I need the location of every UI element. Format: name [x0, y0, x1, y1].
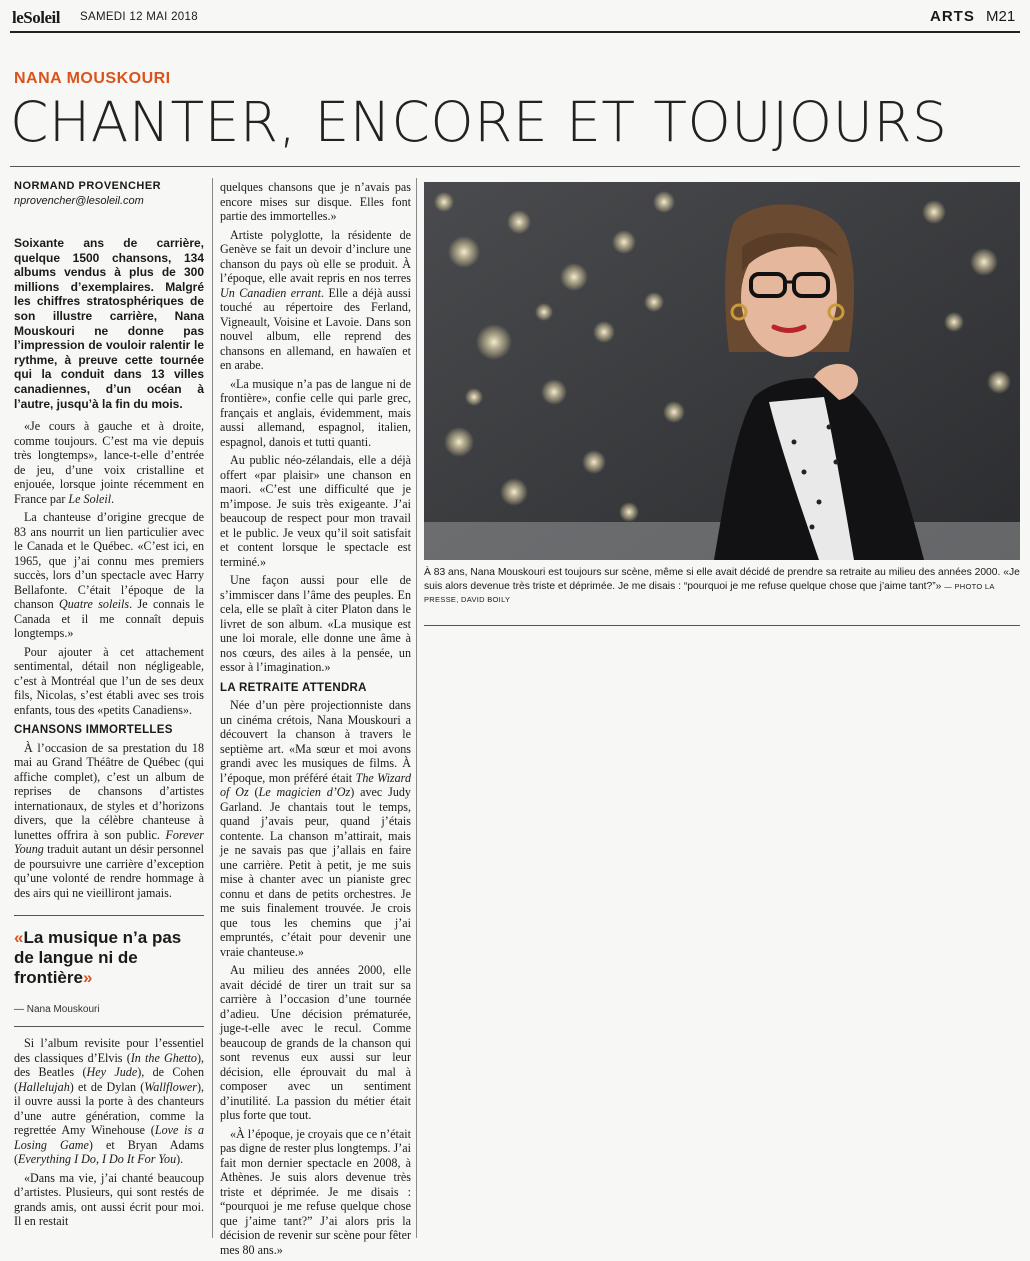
- body-paragraph: «La musique n’a pas de langue ni de frontière», confie celle qui parle grec, français et anglais, évidemment, mais aussi allemand, espagnol, italien, espagnol, danois et tutti quanti.: [220, 376, 411, 449]
- author-name: NORMAND PROVENCHER: [14, 180, 162, 192]
- body-paragraph: quelques chansons que je n’avais pas encore mises sur disque. Elles font partie des immortelles.»: [220, 180, 411, 223]
- body-paragraph: À l’occasion de sa prestation du 18 mai au Grand Théâtre de Québec (qui affiche complet), c’est un album de reprises de chansons d’artistes internationaux, de styles et d’horizons divers, que la célèbre chanteuse à lunettes offrira à son public. Forever Young traduit autant un désir personnel de poursuivre une carrière d’exception qu’une volonté de rendre hommage à des airs qui ne vieilliront jamais.: [14, 740, 204, 900]
- author-email[interactable]: nprovencher@lesoleil.com: [14, 195, 144, 207]
- newspaper-logo: leSoleil: [12, 8, 60, 27]
- lede-paragraph: Soixante ans de carrière, quelque 1500 chansons, 134 albums vendus à plus de 300 millions d’exemplaires. Malgré les chiffres stratosphériques de son illustre carrière, Nana Mouskouri ne donne pas l’impression de vouloir ralentir le rythme, à preuve cette tournée qui la conduit dans 13 villes canadiennes, d’un océan à l’autre, jusqu’à la fin du mois.: [14, 236, 204, 411]
- pullquote-rule: [14, 915, 204, 916]
- subhead: CHANSONS IMMORTELLES: [14, 724, 173, 737]
- body-paragraph: «Je cours à gauche et à droite, comme toujours. C’est ma vie depuis très longtemps», lance-t-elle d’entrée de jeu, d’une voix cristalline et enjouée, lorsque jointe récemment en France par Le Soleil.: [14, 419, 204, 506]
- photo-caption: À 83 ans, Nana Mouskouri est toujours sur scène, même si elle avait décidé de prendre sa retraite au milieu des années 2000. «Je suis alors devenue très triste et déprimée. Je me disais : “pourquoi je me refuse quelque chose que j’aime tant?”» — PHOTO LA PRESSE, DAVID BOILY: [424, 567, 1020, 604]
- column-2: [220, 180, 411, 1261]
- headline-rule: [10, 166, 1020, 167]
- subhead: LA RETRAITE ATTENDRA: [220, 681, 367, 694]
- column-1-bottom: [14, 1036, 204, 1233]
- body-paragraph: Une façon aussi pour elle de s’immiscer dans l’âme des peuples. En cela, elle se plaît à citer Platon dans le livret de son album. «La musique est une loi morale, elle donne une âme à nos cœurs, des ailes à la pensée, un essor à l’imagination.»: [220, 573, 411, 674]
- section-name: ARTS: [930, 8, 975, 25]
- page-number: M21: [986, 8, 1016, 25]
- body-paragraph: Si l’album revisite pour l’essentiel des classiques d’Elvis (In the Ghetto), des Beatles (Hey Jude), de Cohen (Hallelujah) et de Dylan (Wallflower), il ouvre aussi la porte à des chanteurs d’une autre génération, comme la regrettée Amy Winehouse (Love is a Losing Game) et Bryan Adams (Everything I Do, I Do It For You).: [14, 1036, 205, 1166]
- pull-quote-attribution: — Nana Mouskouri: [14, 1004, 100, 1015]
- issue-date: SAMEDI 12 MAI 2018: [80, 11, 198, 23]
- body-paragraph: Pour ajouter à cet attachement sentimental, détail non négligeable, c’est à Montréal que l’un de ses deux fils, Nicolas, s’est établi avec ses trois enfants, tous des «petits Canadiens».: [14, 644, 204, 717]
- headline: CHANTER, ENCORE ET TOUJOURS: [10, 90, 948, 154]
- caption-rule: [424, 625, 1020, 626]
- photo-credit: — PHOTO LA PRESSE, DAVID BOILY: [424, 581, 995, 604]
- column-1: [14, 236, 204, 904]
- column-divider: [416, 178, 417, 1238]
- body-paragraph: La chanteuse d’origine grecque de 83 ans nourrit un lien particulier avec le Canada et le Québec. «C’est ici, en 1965, que j’ai connu mes premiers succès, lors d’un spectacle avec Harry Bellafonte. C’était l’époque de la chanson Quatre soleils. Je connais le Canada et il me connaît depuis longtemps.»: [14, 510, 204, 641]
- pullquote-rule-bottom: [14, 1026, 204, 1027]
- body-paragraph: Au public néo-zélandais, elle a déjà offert «par plaisir» une chanson en maori. «C’est une difficulté que je m’impose. Je suis très exigeante. J’ai beaucoup de respect pour mon travail et le public. Je veux qu’il soit satisfait et content lorsque le spectacle est terminé.»: [220, 453, 411, 569]
- pull-quote: «La musique n’a pas de langue ni de frontière»: [14, 928, 182, 987]
- body-paragraph: Artiste polyglotte, la résidente de Genève se fait un devoir d’inclure une chanson du pays où elle se produit. À l’époque, elle avait repris en nos terres Un Canadien errant. Elle a déjà aussi touché au répertoire des Ferland, Vigneault, Voisine et Lavoie. Dans son nouvel album, elle reprend des chansons en allemand, en hawaïen et en arabe.: [220, 227, 411, 372]
- portrait-illustration: [424, 182, 1020, 560]
- kicker: NANA MOUSKOURI: [14, 70, 171, 87]
- masthead-rule: [10, 31, 1020, 33]
- body-paragraph: «Dans ma vie, j’ai chanté beaucoup d’artistes. Plusieurs, qui sont restés de grands amis, ont aussi écrit pour moi. Il en restait: [14, 1170, 204, 1228]
- body-paragraph: Née d’un père projectionniste dans un cinéma crétois, Nana Mouskouri a découvert la chanson à travers le septième art. «Ma sœur et moi avons grandi avec les musiques de films. À l’époque, mon préféré était The Wizard of Oz (Le magicien d’Oz) avec Judy Garland. Je chantais tout le temps, quand j’avais peur, quand j’étais contente. La chanson m’attirait, mais je ne savais pas que j’allais en faire une carrière. Petit à petit, je me suis mise à chanter avec un pianiste grec connu et dans de petits orchestres. Je me suis finalement trouvée. Je crois que tous les chemins que j’ai empruntés, c’était pour devenir une vraie chanteuse.»: [220, 698, 411, 959]
- portrait-photo: [424, 182, 1020, 560]
- column-divider: [212, 178, 213, 1238]
- body-paragraph: Au milieu des années 2000, elle avait décidé de tirer un trait sur sa carrière à l’occasion d’une tournée d’adieu. Une décision prématurée, juge-t-elle avec le recul. Comme beaucoup de grands de la chanson qui sont revenus eux aussi sur leur décision, elle éprouvait du mal à composer avec un sentiment d’inutilité. La passion du métier était plus forte que tout.: [220, 963, 411, 1122]
- body-paragraph: «À l’époque, je croyais que ce n’était pas digne de rester plus longtemps. J’ai fait mon dernier spectacle en 2008, à Athènes. Je suis alors devenue très triste et déprimée. Je me disais : “pourquoi je me refuse quelque chose que j’aime tant?” J’ai alors pris la décision de revenir sur scène pour fêter mes 80 ans.»: [220, 1126, 411, 1257]
